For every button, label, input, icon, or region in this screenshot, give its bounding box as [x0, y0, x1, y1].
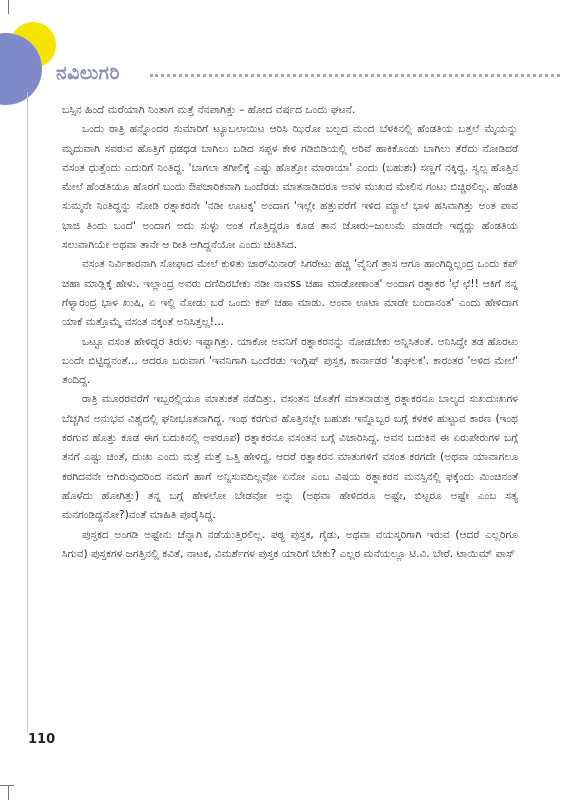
paragraph: ಪುಸ್ತಕದ ಅಂಗಡಿ ಅಷ್ಟೇನು ಚೆನ್ನಾಗಿ ನಡೆಯುತ್ತಿರಲಿಲ್ಲ. ಪಠ್ಯ ಪುಸ್ತಕ, ಗೈಡು, ಅಥವಾ ವಯಸ್ಕರಿಗಾಗಿ ಇರುವ (ಆದರೆ ಎಲ್ಲರಿಗೂ ಸಿಗುವ) ಪುಸ್ತಕಗಳ ಜಗತ್ತಿನಲ್ಲಿ ಕವಿತೆ, ನಾಟಕ, ವಿಮರ್ಶೆಗಳ ಪುಸ್ತಕ ಯಾರಿಗೆ ಬೇಕು? ಎಲ್ಲರ ಮನೆಯಲ್ಲೂ ಟಿ.ವಿ. ಬೇರೆ. ಟಾಯಿಮ್ ಪಾಸ್ — [62, 528, 518, 560]
magazine-title: ನವಿಲುಗರಿ — [56, 62, 120, 84]
article-body — [62, 101, 518, 564]
crop-mark-bottom-left — [8, 786, 9, 800]
paragraph: ಬಸ್ಸಿನ ಹಿಂದೆ ಮರೆಯಾಗಿ ನಿಂತಾಗ ಮತ್ತೆ ನೆನಪಾಗಿತ್ತು – ಹೋದ ವರ್ಷದ ಒಂದು ಘಟನೆ. — [62, 104, 356, 116]
paragraph: ಒಟ್ಟೂ ವಸಂತ ಹೇಳಿದ್ದರ ತಿರುಳು ಇಷ್ಟಾಗಿತ್ತು. ಯಾಕೋ ಅವನಿಗೆ ರತ್ನಾಕರನನ್ನು ನೋಡಬೇಕು ಅನ್ನಿಸಿತಂತೆ. ಅನಿಸಿದ್ದೇ ತಡ ಹೊರಟು ಬಂದೇ ಬಿಟ್ಟಿದ್ದನಂತೆ... ಆದರೂ ಬರುವಾಗ 'ಇವನಿಗಾಗಿ ಒಂದೆರಡು ಇಂಗ್ಲಿಷ್ ಪುಸ್ತಕ, ಕಾರ್ನಾಡರ 'ತುಘಲಕ'. ಕಾರಂತರ 'ಅಳಿದ ಮೇಲೆ' ತಂದಿದ್ದ. — [62, 335, 518, 387]
header-dotted-rule — [150, 74, 560, 77]
paragraph: ಒಂದು ರಾತ್ರಿ ಹನ್ನೊಂದರ ಸುಮಾರಿಗೆ ಟ್ಯೂಬಲಾಯಿಟ ಆರಿಸಿ ಝಿರೋ ಬಲ್ಬದ ಮಂದ ಬೆಳಕಿನಲ್ಲಿ ಹೆಂಡತಿಯ ಬತ್ತಲೆ ಮೈಯನ್ನು ಮೃದುವಾಗಿ ಸವರುವ ಹೊತ್ತಿಗೆ ಧಡಧಡ ಬಾಗಿಲು ಬಡಿದ ಸಪ್ಪಳ ಕೇಳಿ ಗಡಿಬಿಡಿಯಲ್ಲಿ ಅರಿವೆ ಹಾಕಿಕೊಂಡು ಬಾಗಿಲು ತೆರೆದು ನೋಡಿದರೆ ವಸಂತ ಧುತ್ತೆಂದು ಎದುರಿಗೆ ನಿಂತಿದ್ದ. 'ಬಾಗಲಾ ತಗೀಲಿಕ್ಕೆ ಎಷ್ಟು ಹೊತ್ತೋ ಮಾರಾಯಾ' ಎಂದು (ಬಹುಶಃ) ಸಣ್ಣಗೆ ನಕ್ಕಿದ್ದ. ಸ್ವಲ್ಪ ಹೊತ್ತಿನ ಮೇಲೆ ಹೆಂಡತಿಯೂ ಹೊರಗೆ ಬಂದು ಔಪಚಾರಿಕವಾಗಿ ಒಂದೆರಡು ಮಾತನಾಡಿದರೂ ಅವಳ ಮುಖದ ಮೇಲಿನ ಗಂಟು ಬಿಚ್ಚಿರಲಿಲ್ಲ. ಹೆಂಡತಿ ಸುಮ್ಮನೇ ನಿಂತಿದ್ದನ್ನು ನೋಡಿ ರತ್ನಾಕರನೇ 'ನಡೀ ಊಟಕ್ಕ' ಅಂದಾಗ 'ಇಲ್ಲೇ ಹತ್ತುವರೆಗೆ ಇಳಿದ ಮ್ಯಾಲೆ ಭಾಳ ಹಸಿವಾಗಿತ್ತು ಅಂತ ಪಾವ ಭಾಜಿ ತಿಂದು ಬಂದೆ' ಅಂದಾಗ ಅದು ಸುಳ್ಳು ಅಂತ ಗೊತ್ತಿದ್ದರೂ ಕೂಡ ತಾನ ಜೋರು–ಜುಲುಮೆ ಮಾಡದೇ ಇದ್ದದ್ದು ಹೆಂಡತಿಯ ಸಲುವಾಗಿಯೇ ಅಥವಾ ತಾನೇ ಆ ರೀತಿ ಆಗಿದ್ದನೆಯೋ ಎಂದು ಚಿಂತಿಸಿದ. — [62, 123, 518, 252]
paragraph: ವಸಂತ ನಿರ್ವಿಕಾರನಾಗಿ ಸೋಫಾದ ಮೇಲೆ ಕುಳಿತು ಚಾರ್‌ಮಿನಾರ್ ಸಿಗರೇಟು ಹಚ್ಚಿ 'ವೈನಿಗೆ ತ್ರಾಸ ಆಗೂ ಹಾಂಗಿದ್ದಿಲ್ಲಂದ್ರ ಒಂದು ಕಪ್ ಚಹಾ ಮಾಡ್ಲಿಕ್ಕೆ ಹೇಳು. ಇಲ್ಲಾಂದ್ರ ಅವರು ದಣಿದಿರಬೇಕು ನಡೀ ನಾವss ಚಹಾ ಮಾಡೋಣಾಂತ' ಅಂದಾಗ ರತ್ನಾಕರ 'ಛೆ ಛೆ!! ಆಕಿಗೆ ನನ್ನ ಗೆಳ್ಯಾರಂದ್ರ ಭಾಳ ಖುಷಿ, ಏ ಇಲ್ಲಿ ನೋಡು ಬರೆ ಒಂದು ಕಪ್ ಚಹಾ ಮಾಡು. ಅಂವಾ ಊಟಾ ಮಾಡೇ ಬಂದಾನಂತ' ಎಂದು ಹೇಳಿದಾಗ ಯಾಕೆ ಮತ್ತೊಮ್ಮೆ ವಸಂತ ನಕ್ಕಂತೆ ಅನಿಸಿತ್ತಲ್ಲ!... — [62, 258, 518, 329]
crop-mark-top-left — [8, 0, 9, 14]
paragraph: ರಾತ್ರಿ ಮೂರರವರೆಗೆ ಇಬ್ಬರಲ್ಲಿಯೂ ಮಾತುಕತೆ ನಡೆದಿತ್ತು. ವಸಂತನ ಜೊತೆಗೆ ಮಾತನಾಡುತ್ತ ರತ್ನಾಕರನೂ ಬಾಲ್ಯದ ಸುಖದುಃಖಗಳ ಬೆಚ್ಚಗಿನ ಅನುಭವ ವಿಶ್ವದಲ್ಲಿ ಘನೀಭೂತನಾಗಿದ್ದ. ಇಂಥ ಕರಗುವ ಹೊತ್ತಿನಲ್ಲೇ ಬಹುಶಃ ಇನ್ನೊಬ್ಬರ ಬಗ್ಗೆ ಕಳಕಳಿ ಹುಟ್ಟುವ ಕಾರಣ (ಇಂಥ ಕರಗುವ ಹೊತ್ತು ಕೂಡ ಈಗ ಬದುಕಿನಲ್ಲಿ ಅಪರೂಪ) ರತ್ನಾಕರನೂ ವಸಂತನ ಬಗ್ಗೆ ವಿಚಾರಿಸಿದ್ದ. ಅವನ ಬದುಕಿನ ಈ ಏರುಪೇರುಗಳ ಬಗ್ಗೆ ತನಗೆ ಎಷ್ಟು ಚಿಂತೆ, ದುಃಖ ಎಂದು ಮತ್ತೆ ಮತ್ತೆ ಒತ್ತಿ ಹೇಳಿದ್ದ. ಆದರೆ ರತ್ನಾಕರನ ಮಾತುಗಳಿಗೆ ವಸಂತ ಕರಗದೇ (ಅಥವಾ ಯಾವಾಗಲೂ ಕರಗಿದವನೇ ಆಗಿರುವುದರಿಂದ ನಮಗೆ ಹಾಗೆ ಅನ್ನಿಸುವದಿಲ್ಲವೋ ಏನೋ ಎಂಬ ವಿಷಯ ರತ್ನಾಕರನ ಮನಸ್ಸಿನಲ್ಲಿ ಫಕ್ಕೆಂದು ಮಿಂಚಿನಂತೆ ಹೊಳೆದು ಹೋಗಿತ್ತು) ತನ್ನ ಬಗ್ಗೆ ಹೇಳಲೋ ಬೇಡವೋ ಅನ್ನು (ಅಥವಾ ಹೇಳಿದರೂ ಅಷ್ಟೇ, ಬಿಟ್ಟರೂ ಅಷ್ಟೇ ಎಂಬ ಸತ್ಯ ಮನಗಂಡಿದ್ದನೋ?)ವಂತೆ ಮಾಹಿತಿ ಪೂರೈಸಿದ್ದ. — [62, 393, 518, 522]
page-number: 110 — [28, 732, 56, 747]
margin-rule — [27, 92, 28, 732]
crop-mark-bottom-left-horizontal — [0, 785, 14, 786]
